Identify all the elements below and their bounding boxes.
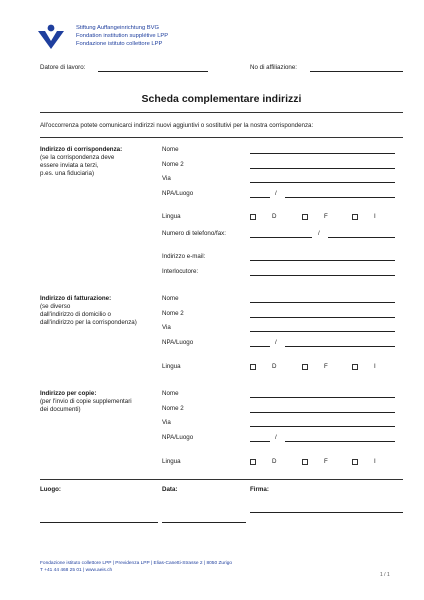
date-label: Data: — [162, 486, 178, 493]
field-label-name2: Nome 2 — [162, 161, 184, 168]
date-field[interactable] — [162, 522, 246, 523]
lang-d: D — [272, 363, 277, 370]
field-label-name: Nome — [162, 146, 179, 153]
footer-line-2: T +41 44 468 25 01 | www.aeis.ch — [40, 568, 113, 573]
section-note: dall'indirizzo di domicilio o — [40, 311, 111, 318]
checkbox-f[interactable] — [302, 364, 308, 370]
name2-field[interactable] — [250, 168, 395, 169]
name-field[interactable] — [250, 302, 395, 303]
street-field[interactable] — [250, 426, 395, 427]
checkbox-f[interactable] — [302, 459, 308, 465]
person-v-logo-icon — [37, 24, 65, 50]
section-note: essere inviata a terzi, — [40, 162, 99, 169]
field-label-phone: Numero di telefono/fax: — [162, 230, 226, 237]
name-field[interactable] — [250, 397, 395, 398]
lang-d: D — [272, 458, 277, 465]
billing-heading: Indirizzo di fatturazione: — [40, 295, 112, 302]
affiliation-label: No di affiliazione: — [250, 64, 298, 71]
field-label-name2: Nome 2 — [162, 310, 184, 317]
logo-line-1: Stiftung Auffangeinrichtung BVG — [76, 25, 160, 31]
lang-i: I — [374, 458, 376, 465]
slash: / — [275, 339, 277, 346]
logo-line-3: Fondazione istituto collettore LPP — [76, 41, 163, 47]
page-title: Scheda complementare indirizzi — [141, 93, 302, 105]
lang-f: F — [324, 213, 328, 220]
field-label-zip-city: NPA/Luogo — [162, 339, 194, 346]
checkbox-i[interactable] — [352, 214, 358, 220]
checkbox-i[interactable] — [352, 364, 358, 370]
section-note: (se la corrispondenza deve — [40, 154, 115, 161]
field-label-zip-city: NPA/Luogo — [162, 190, 194, 197]
field-label-language: Lingua — [162, 363, 181, 370]
city-field[interactable] — [285, 346, 395, 347]
checkbox-f[interactable] — [302, 214, 308, 220]
field-label-contact: Interlocutore: — [162, 268, 199, 275]
email-field[interactable] — [250, 260, 395, 261]
zip-field[interactable] — [250, 441, 270, 442]
logo — [37, 24, 197, 50]
name2-field[interactable] — [250, 412, 395, 413]
zip-field[interactable] — [250, 346, 270, 347]
section-note: (se diverso — [40, 303, 71, 310]
lang-i: I — [374, 363, 376, 370]
fax-field[interactable] — [328, 237, 395, 238]
footer-line-1: Fondazione istituto collettore LPP | Previdenza LPP | Elias-Canetti-Strasse 2 | 8050 Zurigo — [40, 561, 233, 566]
slash: / — [275, 434, 277, 441]
correspondence-heading: Indirizzo di corrispondenza: — [40, 146, 123, 153]
field-label-zip-city: NPA/Luogo — [162, 434, 194, 441]
divider — [40, 479, 403, 480]
signature-field[interactable] — [250, 512, 403, 513]
checkbox-d[interactable] — [250, 364, 256, 370]
page-number: 1 / 1 — [380, 572, 390, 578]
checkbox-d[interactable] — [250, 214, 256, 220]
section-note: p.es. una fiduciaria) — [40, 170, 94, 177]
lang-d: D — [272, 213, 277, 220]
field-label-street: Via — [162, 175, 171, 182]
name-field[interactable] — [250, 153, 395, 154]
field-label-street: Via — [162, 324, 171, 331]
checkbox-d[interactable] — [250, 459, 256, 465]
place-field[interactable] — [40, 522, 158, 523]
employer-field[interactable] — [98, 71, 208, 72]
lang-f: F — [324, 363, 328, 370]
section-note: (per l'invio di copie supplementari — [40, 398, 132, 405]
city-field[interactable] — [285, 441, 395, 442]
zip-field[interactable] — [250, 197, 270, 198]
divider — [40, 137, 403, 138]
field-label-name: Nome — [162, 390, 179, 397]
contact-field[interactable] — [250, 275, 395, 276]
field-label-email: Indirizzo e-mail: — [162, 253, 206, 260]
street-field[interactable] — [250, 331, 395, 332]
section-note: dall'indirizzo per la corrispondenza) — [40, 319, 137, 326]
slash: / — [275, 190, 277, 197]
divider — [40, 112, 403, 113]
slash: / — [318, 230, 320, 237]
field-label-name: Nome — [162, 295, 179, 302]
copies-heading: Indirizzo per copie: — [40, 390, 97, 397]
checkbox-i[interactable] — [352, 459, 358, 465]
place-label: Luogo: — [40, 486, 61, 493]
intro-text: All'occorrenza potete comunicarci indirizzi nuovi aggiuntivi o sostitutivi per la nostra corrispondenza: — [40, 122, 314, 129]
affiliation-field[interactable] — [310, 71, 403, 72]
name2-field[interactable] — [250, 317, 395, 318]
phone-field[interactable] — [250, 237, 312, 238]
field-label-language: Lingua — [162, 213, 181, 220]
section-note: dei documenti) — [40, 406, 81, 413]
logo-line-2: Fondation institution supplétive LPP — [76, 33, 169, 39]
field-label-language: Lingua — [162, 458, 181, 465]
lang-i: I — [374, 213, 376, 220]
lang-f: F — [324, 458, 328, 465]
signature-label: Firma: — [250, 486, 269, 493]
city-field[interactable] — [285, 197, 395, 198]
employer-label: Datore di lavoro: — [40, 64, 86, 71]
field-label-name2: Nome 2 — [162, 405, 184, 412]
street-field[interactable] — [250, 182, 395, 183]
field-label-street: Via — [162, 419, 171, 426]
